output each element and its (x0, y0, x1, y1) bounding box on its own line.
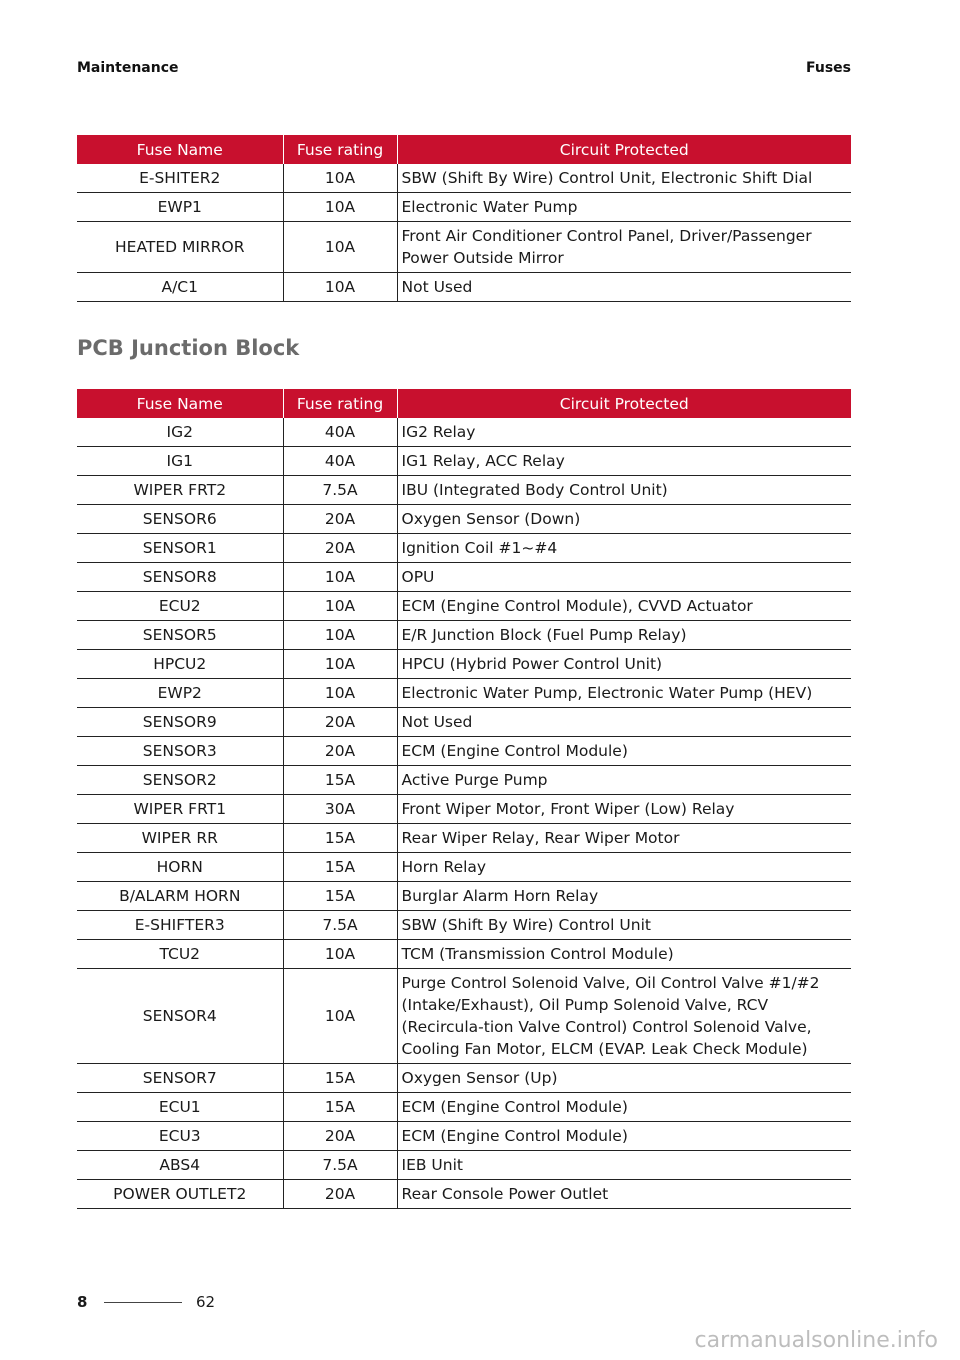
circuit-protected-cell: Not Used (397, 273, 851, 302)
circuit-protected-cell: IG2 Relay (397, 418, 851, 447)
circuit-protected-cell: SBW (Shift By Wire) Control Unit, Electronic Shift Dial (397, 164, 851, 193)
fuse-name-cell: B/ALARM HORN (77, 882, 283, 911)
fuse-rating-cell: 20A (283, 708, 397, 737)
fuse-rating-cell: 10A (283, 222, 397, 273)
fuse-rating-cell: 15A (283, 824, 397, 853)
table-row (77, 911, 851, 940)
fuse-name-cell: E-SHITER2 (77, 164, 283, 193)
column-header-fuse-rating: Fuse rating (283, 389, 397, 418)
fuse-rating-cell: 30A (283, 795, 397, 824)
table-row (77, 795, 851, 824)
fuse-name-cell: SENSOR6 (77, 505, 283, 534)
fuse-name-cell: TCU2 (77, 940, 283, 969)
running-header-section: Maintenance (77, 60, 179, 76)
circuit-protected-cell: Oxygen Sensor (Down) (397, 505, 851, 534)
table-row (77, 853, 851, 882)
table-row (77, 766, 851, 795)
table-row (77, 1151, 851, 1180)
circuit-protected-cell: HPCU (Hybrid Power Control Unit) (397, 650, 851, 679)
fuse-name-cell: WIPER RR (77, 824, 283, 853)
fuse-name-cell: POWER OUTLET2 (77, 1180, 283, 1209)
fuse-name-cell: SENSOR4 (77, 969, 283, 1064)
footer-page-number: 62 (196, 1293, 216, 1311)
fuse-rating-cell: 10A (283, 679, 397, 708)
fuse-name-cell: SENSOR7 (77, 1064, 283, 1093)
table-row (77, 476, 851, 505)
table-row (77, 882, 851, 911)
fuse-rating-cell: 20A (283, 505, 397, 534)
fuse-name-cell: A/C1 (77, 273, 283, 302)
circuit-protected-cell: Ignition Coil #1~#4 (397, 534, 851, 563)
table-row (77, 164, 851, 193)
fuse-name-cell: HPCU2 (77, 650, 283, 679)
fuse-name-cell: ABS4 (77, 1151, 283, 1180)
fuse-name-cell: E-SHIFTER3 (77, 911, 283, 940)
circuit-protected-cell: Active Purge Pump (397, 766, 851, 795)
fuse-rating-cell: 15A (283, 882, 397, 911)
circuit-protected-cell: Electronic Water Pump, Electronic Water Pump (HEV) (397, 679, 851, 708)
footer-chapter-number: 8 (77, 1293, 88, 1311)
fuse-rating-cell: 15A (283, 1064, 397, 1093)
table-header-row (77, 135, 851, 164)
fuse-table-pcb-junction-block (77, 389, 851, 1209)
fuse-rating-cell: 15A (283, 1093, 397, 1122)
circuit-protected-cell: ECM (Engine Control Module) (397, 1093, 851, 1122)
fuse-name-cell: EWP1 (77, 193, 283, 222)
table-row (77, 447, 851, 476)
column-header-circuit-protected: Circuit Protected (397, 389, 851, 418)
fuse-rating-cell: 20A (283, 737, 397, 766)
fuse-rating-cell: 20A (283, 1180, 397, 1209)
table-row (77, 679, 851, 708)
circuit-protected-cell: Electronic Water Pump (397, 193, 851, 222)
fuse-name-cell: SENSOR3 (77, 737, 283, 766)
fuse-rating-cell: 10A (283, 940, 397, 969)
fuse-rating-cell: 10A (283, 592, 397, 621)
fuse-name-cell: EWP2 (77, 679, 283, 708)
table-row (77, 969, 851, 1064)
running-header-topic: Fuses (806, 60, 851, 76)
fuse-rating-cell: 40A (283, 447, 397, 476)
fuse-name-cell: SENSOR9 (77, 708, 283, 737)
circuit-protected-cell: Front Air Conditioner Control Panel, Driver/Passenger Power Outside Mirror (397, 222, 851, 273)
table-row (77, 1064, 851, 1093)
fuse-rating-cell: 40A (283, 418, 397, 447)
section-title: PCB Junction Block (77, 336, 300, 360)
circuit-protected-cell: ECM (Engine Control Module) (397, 1122, 851, 1151)
table-row (77, 563, 851, 592)
fuse-name-cell: SENSOR2 (77, 766, 283, 795)
circuit-protected-cell: SBW (Shift By Wire) Control Unit (397, 911, 851, 940)
fuse-table-top (77, 135, 851, 302)
fuse-rating-cell: 10A (283, 969, 397, 1064)
table-row (77, 222, 851, 273)
circuit-protected-cell: OPU (397, 563, 851, 592)
fuse-name-cell: ECU1 (77, 1093, 283, 1122)
fuse-name-cell: IG2 (77, 418, 283, 447)
circuit-protected-cell: Oxygen Sensor (Up) (397, 1064, 851, 1093)
fuse-name-cell: ECU2 (77, 592, 283, 621)
fuse-rating-cell: 10A (283, 164, 397, 193)
watermark: carmanualsonline.info (694, 1328, 938, 1353)
column-header-circuit-protected: Circuit Protected (397, 135, 851, 164)
table-row (77, 708, 851, 737)
table-row (77, 1122, 851, 1151)
fuse-rating-cell: 7.5A (283, 476, 397, 505)
circuit-protected-cell: Not Used (397, 708, 851, 737)
circuit-protected-cell: Front Wiper Motor, Front Wiper (Low) Relay (397, 795, 851, 824)
table-row (77, 534, 851, 563)
fuse-name-cell: WIPER FRT1 (77, 795, 283, 824)
circuit-protected-cell: ECM (Engine Control Module), CVVD Actuator (397, 592, 851, 621)
fuse-rating-cell: 15A (283, 853, 397, 882)
fuse-rating-cell: 20A (283, 1122, 397, 1151)
column-header-fuse-rating: Fuse rating (283, 135, 397, 164)
fuse-rating-cell: 10A (283, 650, 397, 679)
circuit-protected-cell: Rear Wiper Relay, Rear Wiper Motor (397, 824, 851, 853)
circuit-protected-cell: Burglar Alarm Horn Relay (397, 882, 851, 911)
table-row (77, 824, 851, 853)
fuse-rating-cell: 15A (283, 766, 397, 795)
circuit-protected-cell: E/R Junction Block (Fuel Pump Relay) (397, 621, 851, 650)
fuse-name-cell: SENSOR5 (77, 621, 283, 650)
fuse-name-cell: HEATED MIRROR (77, 222, 283, 273)
circuit-protected-cell: ECM (Engine Control Module) (397, 737, 851, 766)
circuit-protected-cell: TCM (Transmission Control Module) (397, 940, 851, 969)
fuse-name-cell: SENSOR1 (77, 534, 283, 563)
table-row (77, 592, 851, 621)
table-row (77, 737, 851, 766)
table-row (77, 1180, 851, 1209)
table-row (77, 650, 851, 679)
table-header-row (77, 389, 851, 418)
fuse-rating-cell: 10A (283, 621, 397, 650)
fuse-rating-cell: 7.5A (283, 1151, 397, 1180)
fuse-name-cell: SENSOR8 (77, 563, 283, 592)
table-row (77, 621, 851, 650)
circuit-protected-cell: Rear Console Power Outlet (397, 1180, 851, 1209)
fuse-name-cell: WIPER FRT2 (77, 476, 283, 505)
table-row (77, 418, 851, 447)
fuse-rating-cell: 20A (283, 534, 397, 563)
column-header-fuse-name: Fuse Name (77, 389, 283, 418)
circuit-protected-cell: IEB Unit (397, 1151, 851, 1180)
circuit-protected-cell: Horn Relay (397, 853, 851, 882)
table-row (77, 193, 851, 222)
fuse-rating-cell: 10A (283, 193, 397, 222)
fuse-name-cell: HORN (77, 853, 283, 882)
column-header-fuse-name: Fuse Name (77, 135, 283, 164)
fuse-name-cell: ECU3 (77, 1122, 283, 1151)
fuse-name-cell: IG1 (77, 447, 283, 476)
table-row (77, 940, 851, 969)
circuit-protected-cell: Purge Control Solenoid Valve, Oil Control Valve #1/#2 (Intake/Exhaust), Oil Pump Solenoid Valve, RCV (Recircula-tion Valve Control) Control Solenoid Valve, Cooling Fan Motor, ELCM (EVAP. Leak Check Module) (397, 969, 851, 1064)
circuit-protected-cell: IG1 Relay, ACC Relay (397, 447, 851, 476)
circuit-protected-cell: IBU (Integrated Body Control Unit) (397, 476, 851, 505)
table-row (77, 1093, 851, 1122)
footer-divider (104, 1302, 182, 1303)
fuse-rating-cell: 10A (283, 563, 397, 592)
table-row (77, 505, 851, 534)
table-row (77, 273, 851, 302)
fuse-rating-cell: 10A (283, 273, 397, 302)
fuse-rating-cell: 7.5A (283, 911, 397, 940)
